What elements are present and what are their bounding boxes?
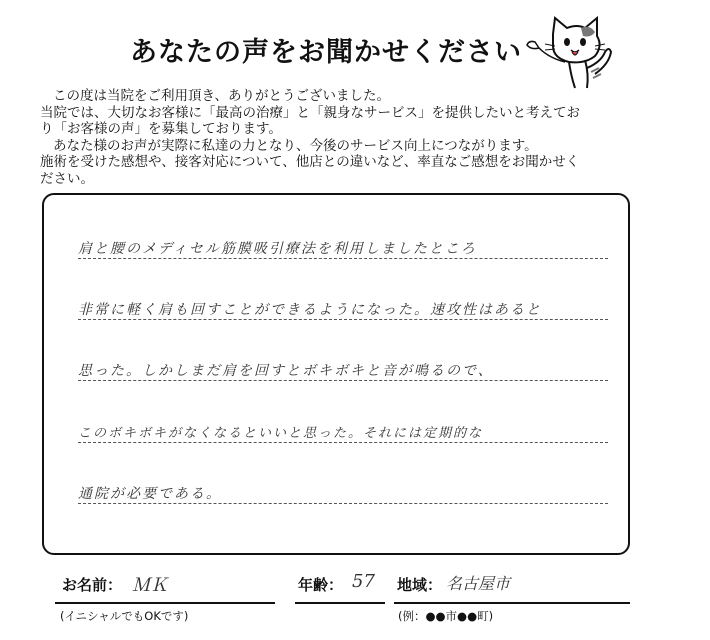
intro-line: あなた様のお声が実際に私達の力となり、今後のサービス向上につながります。 [53, 137, 538, 154]
handwritten-line: 非常に軽く肩も回すことができるようになった。速攻性はあると [78, 302, 542, 318]
intro-line: 当院では、大切なお客様に「最高の治療」と「親身なサービス」を提供したいと考えてお [40, 104, 580, 121]
age-underline [295, 602, 385, 604]
writing-line [78, 380, 608, 381]
area-value: 名古屋市 [446, 574, 511, 593]
cat-mascot-icon [525, 12, 615, 92]
age-label: 年齢： [298, 576, 344, 594]
name-label: お名前： [62, 576, 123, 594]
handwritten-line: このボキボキがなくなるといいと思った。それには定期的な [78, 426, 484, 441]
writing-line [78, 442, 608, 443]
intro-text [40, 88, 650, 187]
intro-line: この度は当院をご利用頂き、ありがとうございました。 [53, 88, 390, 104]
name-note: (イニシャルでもOKです) [60, 609, 189, 623]
handwritten-line: 思った。しかしまだ肩を回すとボキボキと音が鳴るので、 [78, 363, 494, 379]
age-value: 57 [352, 571, 375, 592]
intro-line: 施術を受けた感想や、接客対応について、他店との違いなど、率直なご感想をお聞かせく [40, 154, 580, 170]
intro-line: り「お客様の声」を募集しております。 [40, 121, 282, 137]
area-label: 地域： [397, 576, 443, 594]
page-title: あなたの声をお聞かせください [130, 37, 522, 68]
area-note: (例：●●市●●町) [398, 609, 494, 623]
writing-line [78, 503, 608, 504]
name-value: ＭＫ [132, 575, 168, 596]
intro-line: ださい。 [40, 170, 94, 187]
writing-line [78, 258, 608, 259]
writing-line [78, 319, 608, 320]
area-underline [394, 602, 630, 604]
handwritten-line: 通院が必要である。 [78, 486, 222, 502]
handwritten-line: 肩と腰のメディセル筋膜吸引療法を利用しましたところ [78, 241, 477, 257]
name-underline [55, 602, 275, 604]
